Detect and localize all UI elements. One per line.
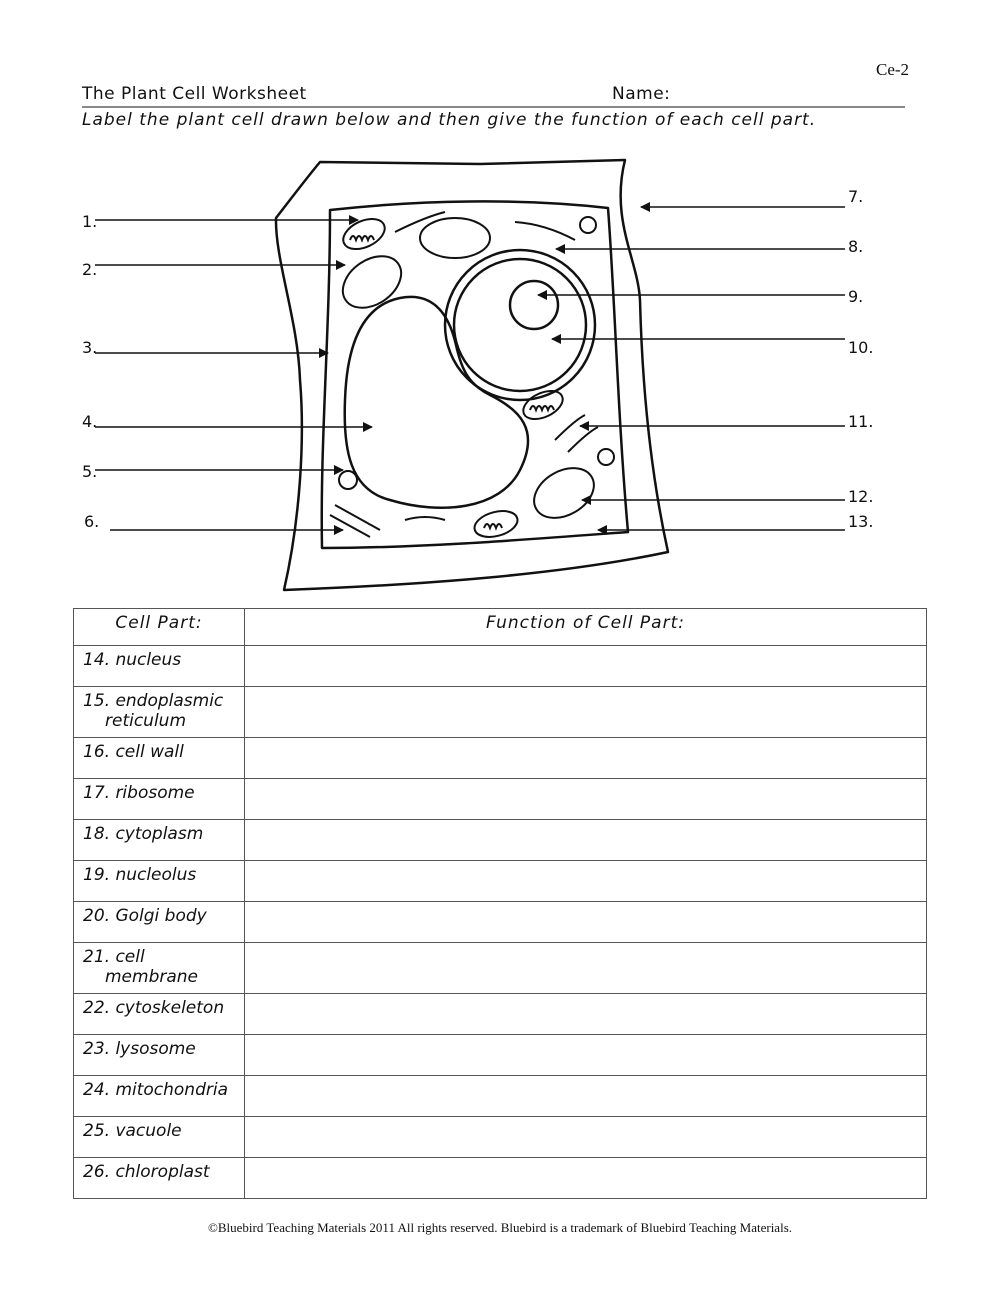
function-answer-field[interactable] bbox=[245, 820, 927, 861]
diagram-label-8: 8. bbox=[848, 237, 864, 256]
table-row bbox=[74, 646, 927, 687]
function-answer-field[interactable] bbox=[245, 646, 927, 687]
cell-part-name: 15. endoplasmic reticulum bbox=[74, 687, 245, 738]
function-answer-field[interactable] bbox=[245, 738, 927, 779]
diagram-label-7: 7. bbox=[848, 187, 864, 206]
function-answer-field[interactable] bbox=[245, 1117, 927, 1158]
diagram-label-1: 1. bbox=[82, 212, 98, 231]
diagram-label-6: 6. bbox=[84, 512, 100, 531]
table-row bbox=[74, 820, 927, 861]
cell-part-name: 19. nucleolus bbox=[74, 861, 245, 902]
table-row bbox=[74, 687, 927, 738]
cell-part-name: 16. cell wall bbox=[74, 738, 245, 779]
table-row bbox=[74, 1076, 927, 1117]
diagram-label-2: 2. bbox=[82, 260, 98, 279]
copyright-footer: ©Bluebird Teaching Materials 2011 All rights reserved. Bluebird is a trademark of Bluebird Teaching Materials. bbox=[208, 1220, 792, 1235]
cell-part-name: 17. ribosome bbox=[74, 779, 245, 820]
table-row bbox=[74, 1035, 927, 1076]
table-row bbox=[74, 861, 927, 902]
cell-part-name: 26. chloroplast bbox=[74, 1158, 245, 1199]
function-answer-field[interactable] bbox=[245, 902, 927, 943]
page-code: Ce-2 bbox=[876, 60, 910, 79]
diagram-label-12: 12. bbox=[848, 487, 874, 506]
cell-part-name: 24. mitochondria bbox=[74, 1076, 245, 1117]
function-answer-field[interactable] bbox=[245, 861, 927, 902]
plant-cell-illustration-icon bbox=[0, 150, 1000, 600]
cell-parts-table bbox=[73, 608, 927, 1199]
diagram-label-11: 11. bbox=[848, 412, 874, 431]
function-answer-field[interactable] bbox=[245, 994, 927, 1035]
instructions: Label the plant cell drawn below and then give the function of each cell part. bbox=[82, 110, 817, 130]
function-answer-field[interactable] bbox=[245, 779, 927, 820]
cell-part-name: 23. lysosome bbox=[74, 1035, 245, 1076]
diagram-label-9: 9. bbox=[848, 287, 864, 306]
cell-part-name: 25. vacuole bbox=[74, 1117, 245, 1158]
function-answer-field[interactable] bbox=[245, 687, 927, 738]
cell-part-name: 20. Golgi body bbox=[74, 902, 245, 943]
table-row bbox=[74, 1117, 927, 1158]
function-answer-field[interactable] bbox=[245, 1076, 927, 1117]
table-row bbox=[74, 1158, 927, 1199]
cell-part-name: 22. cytoskeleton bbox=[74, 994, 245, 1035]
table-row bbox=[74, 738, 927, 779]
diagram-label-5: 5. bbox=[82, 462, 98, 481]
header-function: Function of Cell Part: bbox=[245, 609, 927, 646]
header-cell-part: Cell Part: bbox=[74, 609, 245, 646]
cell-part-name: 21. cell membrane bbox=[74, 943, 245, 994]
plant-cell-diagram bbox=[0, 150, 1000, 600]
cell-part-name: 18. cytoplasm bbox=[74, 820, 245, 861]
table-row bbox=[74, 902, 927, 943]
name-field-label: Name: bbox=[612, 84, 671, 104]
diagram-label-10: 10. bbox=[848, 338, 874, 357]
function-answer-field[interactable] bbox=[245, 943, 927, 994]
function-answer-field[interactable] bbox=[245, 1158, 927, 1199]
table-row bbox=[74, 943, 927, 994]
table-header-row bbox=[74, 609, 927, 646]
diagram-label-4: 4. bbox=[82, 412, 98, 431]
worksheet-title: The Plant Cell Worksheet bbox=[82, 84, 307, 104]
function-answer-field[interactable] bbox=[245, 1035, 927, 1076]
diagram-label-13: 13. bbox=[848, 512, 874, 531]
table-row bbox=[74, 994, 927, 1035]
table-row bbox=[74, 779, 927, 820]
title-row bbox=[82, 84, 905, 108]
cell-part-name: 14. nucleus bbox=[74, 646, 245, 687]
diagram-label-3: 3. bbox=[82, 338, 98, 357]
